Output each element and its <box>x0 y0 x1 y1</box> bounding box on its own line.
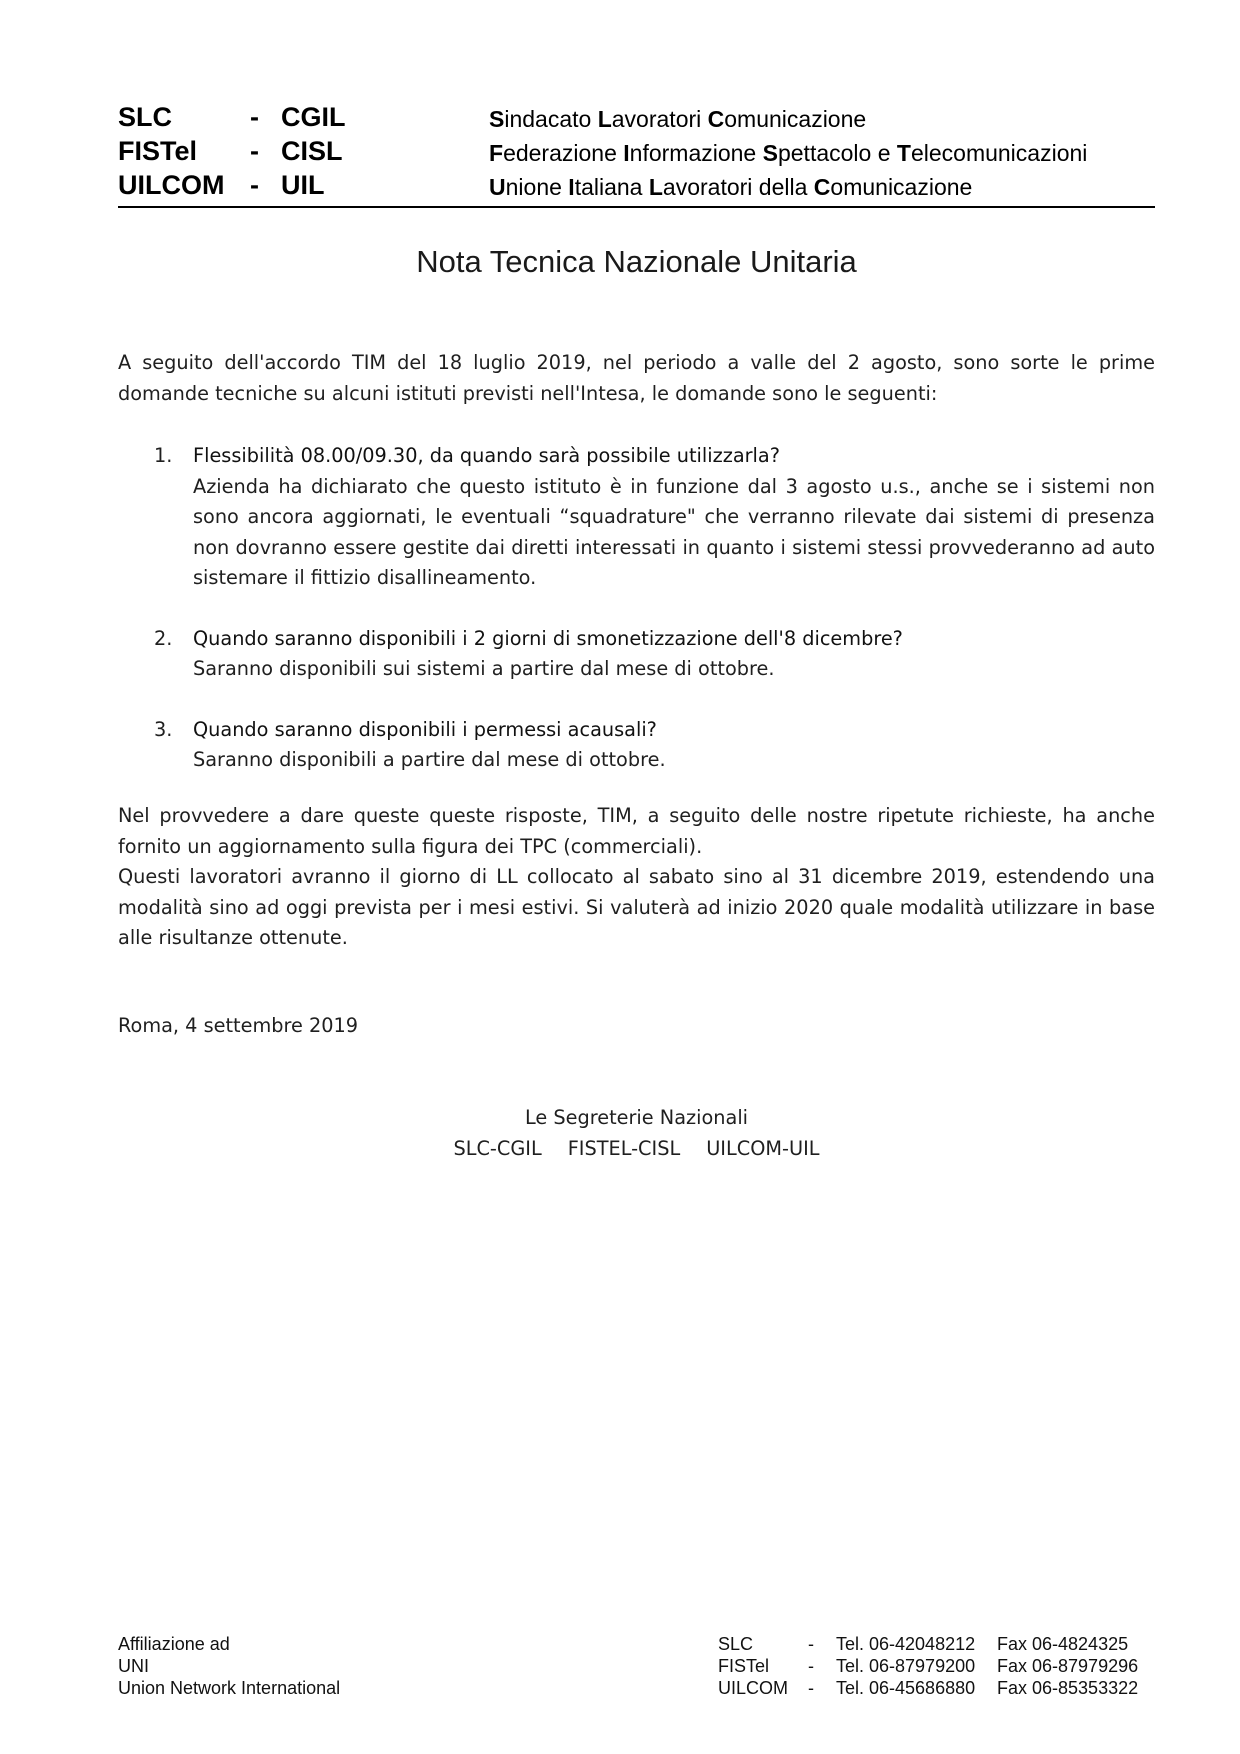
letterhead-row-uilcom <box>118 168 1155 202</box>
letterhead-row-slc <box>118 100 1155 134</box>
contact-fax: Fax 06-85353322 <box>997 1678 1139 1698</box>
letterhead-dash: - <box>250 136 259 166</box>
letterhead <box>118 100 1155 208</box>
contact-fax: Fax 06-87979296 <box>997 1656 1139 1676</box>
signature-block <box>0 1102 1240 1164</box>
closing-sentence-ll: Questi lavoratori avranno il giorno di LL collocato al sabato sino al 31 dicembre 2019, estendendo una modalità sino ad oggi prevista per i mesi estivi. Si valuterà ad inizio 2020 quale modalità utilizzare in base alle risultanze ottenute. <box>118 865 1155 949</box>
contact-org: FISTel <box>718 1656 770 1676</box>
question-number: 2. <box>154 626 173 650</box>
footer-contact-row <box>718 1633 1158 1655</box>
footer-affiliation-line: UNI <box>118 1656 149 1676</box>
signature-org: UILCOM-UIL <box>706 1137 820 1160</box>
signature-orgs <box>0 1133 1240 1164</box>
closing-sentence-tpc: Nel provvedere a dare queste queste risposte, TIM, a seguito delle nostre ripetute richieste, ha anche fornito un aggiornamento sulla figura dei TPC (commerciali). <box>118 804 1155 858</box>
contact-phone: Tel. 06-42048212 <box>836 1634 976 1654</box>
union-full-name: Federazione Informazione Spettacolo e Telecomunicazioni <box>489 140 1088 166</box>
footer-affiliation-line: Affiliazione ad <box>118 1634 230 1654</box>
contact-dash: - <box>808 1656 814 1676</box>
answer-text: Saranno disponibili a partire dal mese di ottobre. <box>193 748 666 771</box>
question-item <box>118 715 1155 776</box>
question-text: Quando saranno disponibili i 2 giorni di smonetizzazione dell'8 dicembre? <box>193 626 903 650</box>
footer-affiliation <box>118 1633 340 1699</box>
question-text: Quando saranno disponibili i permessi acausali? <box>193 717 657 741</box>
signature-org: SLC-CGIL <box>453 1137 542 1160</box>
contact-org: SLC <box>718 1634 754 1654</box>
questions-list <box>118 441 1155 776</box>
union-full-name: Unione Italiana Lavoratori della Comunicazione <box>489 174 973 200</box>
question-item <box>118 624 1155 685</box>
question-item <box>118 441 1155 594</box>
question-number: 3. <box>154 717 173 741</box>
contact-fax: Fax 06-4824325 <box>997 1634 1129 1654</box>
closing-paragraph <box>118 801 1155 954</box>
intro-paragraph: A seguito dell'accordo TIM del 18 luglio 2019, nel periodo a valle del 2 agosto, sono sorte le prime domande tecniche su alcuni istituti previsti nell'Intesa, le domande sono le seguenti: <box>118 351 1155 405</box>
union-abbreviation: UILCOM <box>118 170 225 200</box>
contact-org: UILCOM <box>718 1678 789 1698</box>
contact-dash: - <box>808 1634 814 1654</box>
footer-contact-row <box>718 1677 1158 1699</box>
place-date: Roma, 4 settembre 2019 <box>118 1014 359 1037</box>
footer-affiliation-line: Union Network International <box>118 1678 341 1698</box>
confederation-name: CISL <box>281 136 343 166</box>
contact-dash: - <box>808 1678 814 1698</box>
letterhead-dash: - <box>250 170 259 200</box>
footer-contact-row <box>718 1655 1158 1677</box>
contact-phone: Tel. 06-87979200 <box>836 1656 976 1676</box>
question-number: 1. <box>154 444 173 467</box>
answer-text: Azienda ha dichiarato che questo istituto è in funzione dal 3 agosto u.s., anche se i sistemi non sono ancora aggiornati, le eventuali “squadrature" che verranno rilevate dai sistemi di presenza non dovranno essere gestite dai diretti interessati in quanto i sistemi stessi provvederanno ad auto sistemare il fittizio disallineamento. <box>193 474 1155 589</box>
signature-heading: Le Segreterie Nazionali <box>524 1106 749 1129</box>
document-title: Nota Tecnica Nazionale Unitaria <box>416 244 857 279</box>
confederation-name: UIL <box>281 170 325 200</box>
question-text: Flessibilità 08.00/09.30, da quando sarà possibile utilizzarla? <box>193 444 780 467</box>
contact-phone: Tel. 06-45686880 <box>836 1678 976 1698</box>
answer-text: Saranno disponibili sui sistemi a partire dal mese di ottobre. <box>193 657 775 680</box>
confederation-name: CGIL <box>281 102 346 132</box>
letterhead-row-fistel <box>118 134 1155 168</box>
union-abbreviation: SLC <box>118 102 172 132</box>
union-abbreviation: FISTel <box>118 136 198 166</box>
union-full-name: Sindacato Lavoratori Comunicazione <box>489 106 867 132</box>
footer-contacts <box>718 1633 1158 1699</box>
letterhead-dash: - <box>250 102 259 132</box>
signature-org: FISTEL-CISL <box>567 1137 681 1160</box>
